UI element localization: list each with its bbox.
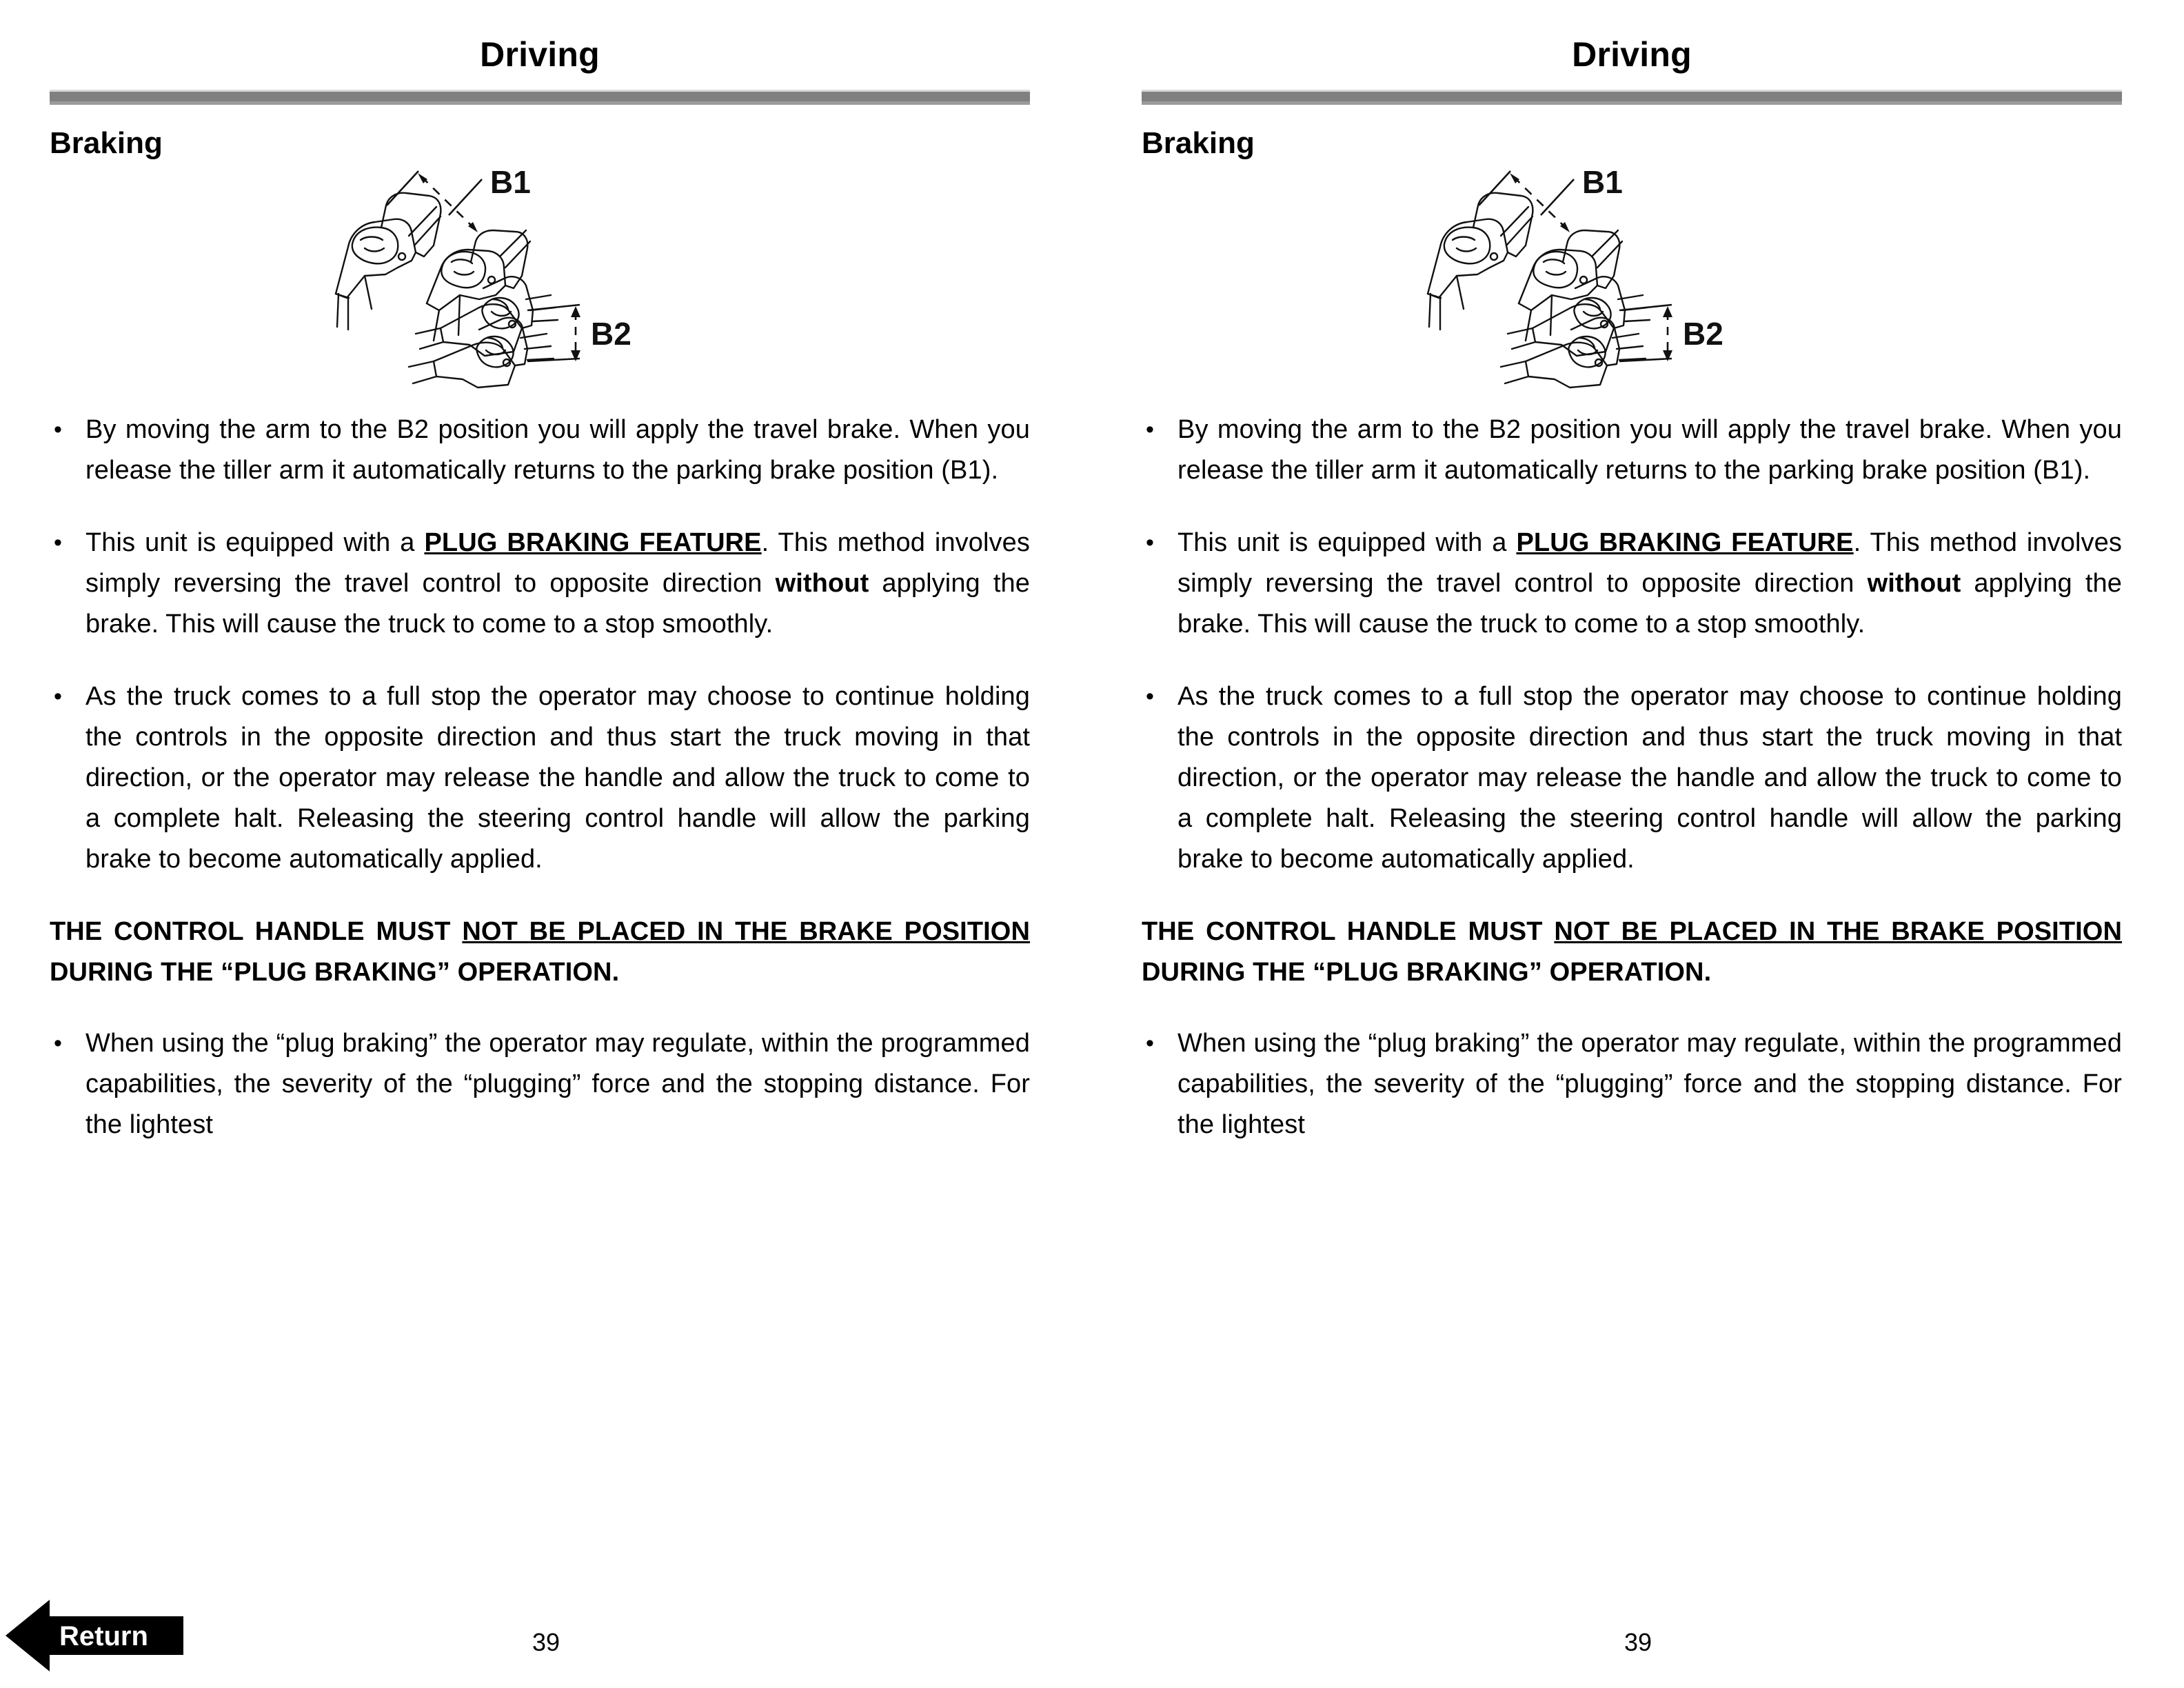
header-divider — [50, 90, 1030, 105]
body-content — [1142, 410, 2122, 1145]
bullet-full-stop-text: As the truck comes to a full stop the operator may choose to continue holding the controls in the opposite direction and thus start the truck moving in that direction, or the operator may release the handle and allow the truck to come to a complete halt. Releasing the steering control handle will allow the parking brake to become automatically applied. — [85, 682, 1030, 874]
bullet-full-stop-text: As the truck comes to a full stop the operator may choose to continue holding the controls in the opposite direction and thus start the truck moving in that direction, or the operator may release the handle and allow the truck to come to a complete halt. Releasing the steering control handle will allow the parking brake to become automatically applied. — [1177, 682, 2122, 874]
plug-braking-feature-emphasis: PLUG BRAKING FEATURE — [1516, 528, 1854, 557]
page-number: 39 — [1624, 1628, 1652, 1656]
figure-label-b1: B1 — [1582, 164, 1623, 200]
text-run: THE CONTROL HANDLE MUST — [1142, 917, 1555, 946]
text-run: applying the brake. This will cause the truck to come to a stop smoothly. — [1177, 569, 2123, 639]
bullet-marker: • — [1146, 416, 1154, 443]
list-item — [50, 676, 1030, 880]
bullet-b2-position-text: By moving the arm to the B2 position you will apply the travel brake. When you release the tiller arm it automatically returns to the parking brake position (B1). — [85, 415, 1030, 485]
bullet-b2-position-text: By moving the arm to the B2 position you will apply the travel brake. When you release the tiller arm it automatically returns to the parking brake position (B1). — [1177, 415, 2122, 485]
section-heading-braking: Braking — [1142, 126, 1255, 160]
list-item — [50, 1023, 1030, 1145]
page-title: Driving — [480, 35, 600, 74]
plug-braking-feature-emphasis: PLUG BRAKING FEATURE — [424, 528, 762, 557]
warning-control-handle — [1142, 912, 2122, 993]
bullet-marker: • — [54, 530, 62, 556]
tiller-arm-brake-positions-diagram — [305, 164, 774, 392]
warning-control-handle — [50, 912, 1030, 993]
bullet-plug-braking-text — [85, 523, 1030, 645]
bullet-marker: • — [54, 683, 62, 710]
header-divider — [1142, 90, 2122, 105]
list-item — [50, 523, 1030, 645]
list-item — [1142, 676, 2122, 880]
return-arrow-icon[interactable] — [6, 1596, 193, 1676]
without-emphasis: without — [775, 569, 869, 598]
body-content — [50, 410, 1030, 1145]
bullet-marker: • — [1146, 1030, 1154, 1056]
text-run: . This method involves simply reversing the travel control to opposite direction — [1177, 528, 2122, 598]
figure-label-b1: B1 — [490, 164, 531, 200]
bullet-marker: • — [1146, 530, 1154, 556]
page-right — [1092, 0, 2184, 1688]
text-run: DURING THE “PLUG BRAKING” OPERATION. — [50, 958, 620, 987]
return-button-label: Return — [59, 1621, 148, 1651]
tiller-arm-brake-positions-diagram — [1397, 164, 1866, 392]
without-emphasis: without — [1867, 569, 1961, 598]
list-item — [1142, 1023, 2122, 1145]
text-run: This unit is equipped with a — [85, 528, 425, 557]
text-run: DURING THE “PLUG BRAKING” OPERATION. — [1142, 958, 1712, 987]
text-run: This unit is equipped with a — [1177, 528, 1517, 557]
list-item — [1142, 523, 2122, 645]
figure-label-b2: B2 — [591, 316, 631, 352]
figure-container — [50, 164, 1030, 392]
text-run: . This method involves simply reversing the travel control to opposite direction — [85, 528, 1030, 598]
text-run: applying the brake. This will cause the truck to come to a stop smoothly. — [85, 569, 1031, 639]
return-button[interactable] — [6, 1596, 193, 1676]
bullet-plug-regulate-text: When using the “plug braking” the operator may regulate, within the programmed capabilities, the severity of the “plugging” force and the stopping distance. For the lightest — [85, 1029, 1030, 1139]
page-title: Driving — [1572, 35, 1692, 74]
not-be-placed-emphasis: NOT BE PLACED IN THE BRAKE POSITION — [1554, 917, 2122, 946]
list-item — [1142, 410, 2122, 491]
text-run: THE CONTROL HANDLE MUST — [50, 917, 463, 946]
figure-label-b2: B2 — [1683, 316, 1723, 352]
figure-container — [1142, 164, 2122, 392]
bullet-plug-regulate-text: When using the “plug braking” the operator may regulate, within the programmed capabilities, the severity of the “plugging” force and the stopping distance. For the lightest — [1177, 1029, 2122, 1139]
bullet-marker: • — [54, 1030, 62, 1056]
bullet-marker: • — [54, 416, 62, 443]
not-be-placed-emphasis: NOT BE PLACED IN THE BRAKE POSITION — [462, 917, 1030, 946]
bullet-plug-braking-text — [1177, 523, 2122, 645]
section-heading-braking: Braking — [50, 126, 163, 160]
page-number: 39 — [532, 1628, 560, 1656]
list-item — [50, 410, 1030, 491]
bullet-marker: • — [1146, 683, 1154, 710]
